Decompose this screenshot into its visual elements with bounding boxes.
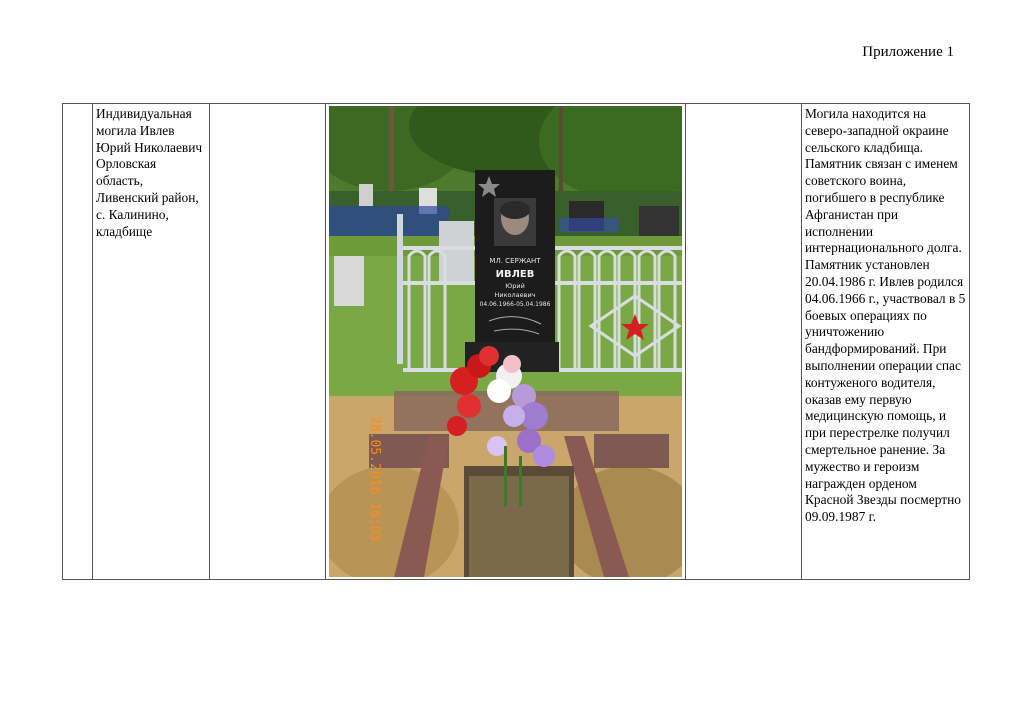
- memorial-table: [62, 103, 970, 580]
- monument-dates: 04.06.1966-05.04.1986: [479, 301, 551, 308]
- monument-surname: ИВЛЕВ: [495, 269, 535, 280]
- monument-rank: МЛ. СЕРЖАНТ: [489, 257, 541, 265]
- empty-cell: [210, 104, 326, 580]
- appendix-label: Приложение 1: [862, 44, 954, 60]
- row-number-cell: [63, 104, 93, 580]
- monument-firstname: Юрий: [505, 282, 525, 290]
- photo-cell: [326, 104, 686, 580]
- photo-date-stamp: 28.05.2016 16:03: [367, 416, 382, 542]
- description-cell: Могила находится на северо-западной окраине сельского кладбища. Памятник связан с именем советского воина, погибшего в республике Афганистан при исполнении интернационального долга. Памятник установлен 20.04.1986 г. Ивлев родился 04.06.1966 г., участвовал в 5 боевых операциях по уничтожению бандформирований. При выполнении операции спас контуженого водителя, оказав ему первую медицинскую помощь, и при перестрелке получил смертельное ранение. За мужество и героизм награжден орденом Красной Звезды посмертно 09.09.1987 г.: [802, 104, 970, 580]
- empty-cell: [686, 104, 802, 580]
- table-row: [63, 104, 970, 580]
- grave-photo: [329, 106, 682, 577]
- name-location-cell: Индивидуальная могила Ивлев Юрий Николаевич Орловская область, Ливенский район, с. Калинино, кладбище: [93, 104, 210, 580]
- monument-patronymic: Николаевич: [494, 291, 536, 299]
